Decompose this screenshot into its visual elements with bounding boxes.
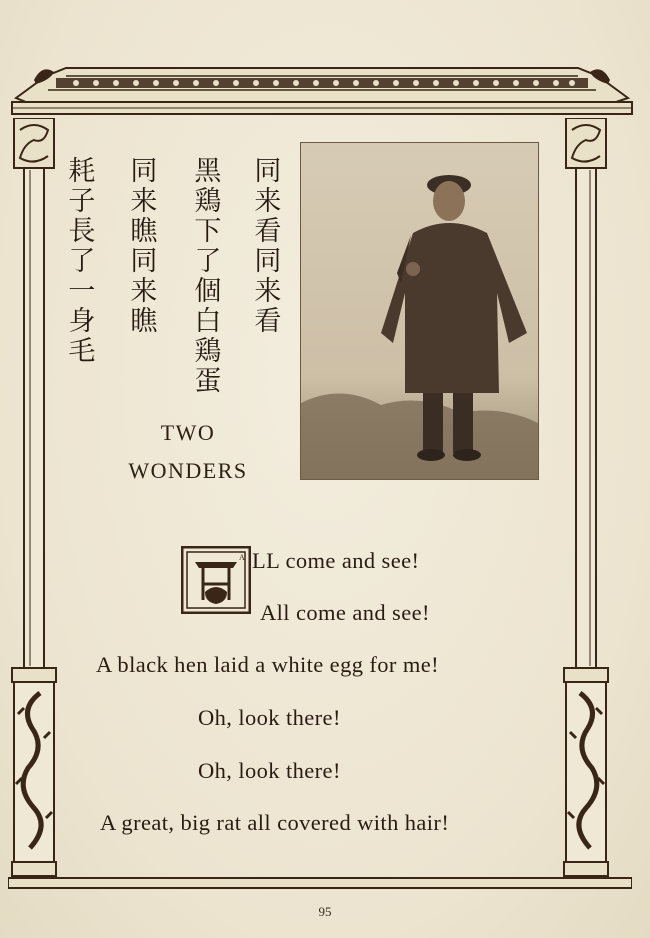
verse-line-1: LL come and see! [252, 548, 420, 573]
ornamental-drop-cap-a [181, 546, 251, 614]
left-pillar [10, 118, 58, 893]
verse-line-2: All come and see! [260, 600, 430, 625]
right-pillar [562, 118, 610, 893]
roof-ornament [6, 58, 638, 120]
verse-line-4: Oh, look there! [198, 705, 341, 730]
page-number: 95 [318, 904, 332, 919]
verse-line-6: A great, big rat all covered with hair! [100, 810, 450, 835]
chinese-column-4: 耗子長了一身毛 [63, 156, 95, 366]
chinese-column-3: 同来瞧同来瞧 [125, 156, 157, 336]
drop-cap-letter: A [239, 553, 245, 562]
verse-line-3: A black hen laid a white egg for me! [96, 652, 440, 677]
chinese-column-1: 同来看同来看 [249, 156, 281, 336]
verse-line-5: Oh, look there! [198, 758, 341, 783]
boy-photograph [300, 142, 539, 480]
frame-base [8, 876, 632, 892]
poem-title-line-1: TWO [160, 420, 216, 445]
poem-title-line-2: WONDERS [128, 458, 248, 483]
chinese-column-2: 黑鶏下了個白鶏蛋 [189, 156, 221, 396]
